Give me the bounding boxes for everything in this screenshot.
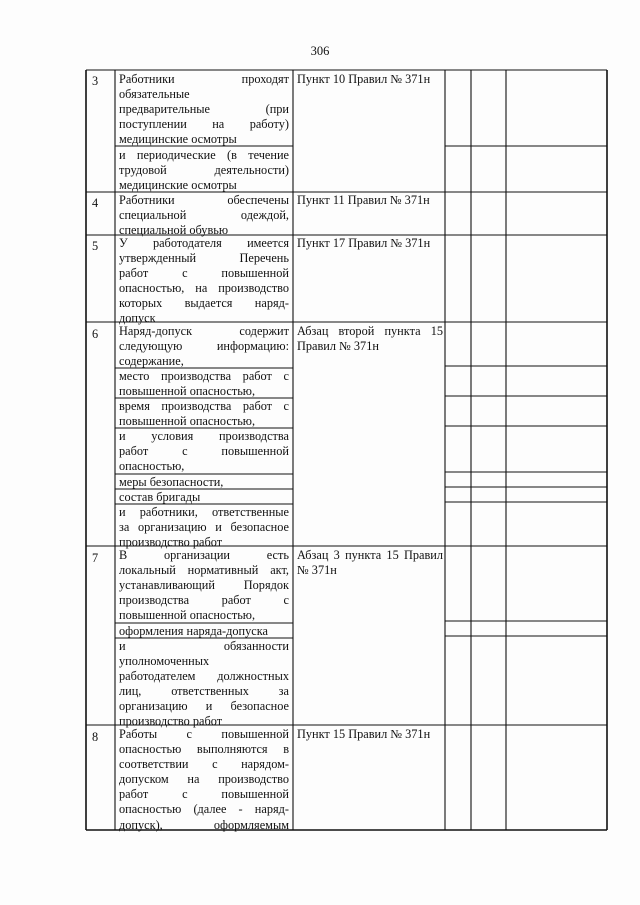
page-number: 306 xyxy=(310,44,330,58)
text-line: и работники, ответственные xyxy=(119,505,289,519)
text-line: допуском на производство xyxy=(119,772,289,787)
text-line: Абзац 3 пункта 15 Правил xyxy=(297,548,443,562)
row-number: 5 xyxy=(92,239,99,253)
text-line: медицинские осмотры xyxy=(119,178,237,193)
requirement-text xyxy=(119,324,289,369)
text-line: медицинские осмотры xyxy=(119,132,237,147)
text-line: опасностью выполняются в xyxy=(119,742,289,757)
text-line: следующую информацию: xyxy=(119,339,289,354)
legal-reference: Пункт 11 Правил № 371н xyxy=(297,193,430,207)
text-line: В организации есть xyxy=(119,548,289,562)
text-line: содержание, xyxy=(119,354,184,369)
text-line: место производства работ с xyxy=(119,369,289,383)
text-line: трудовой деятельности) xyxy=(119,163,289,178)
row-number: 7 xyxy=(92,551,99,565)
text-line: работ с повышенной xyxy=(119,444,289,459)
text-line: утвержденный Перечень xyxy=(119,251,289,266)
text-line: допуск), оформляемым xyxy=(119,817,289,832)
text-line: организацию и безопасное xyxy=(119,699,289,714)
text-line: Абзац второй пункта 15 xyxy=(297,324,443,338)
text-line: № 371н xyxy=(297,563,337,578)
text-line: Правил № 371н xyxy=(297,339,379,354)
text-line: устанавливающий Порядок xyxy=(119,578,289,593)
requirement-text xyxy=(119,72,289,147)
requirement-text xyxy=(119,399,289,429)
requirement-text xyxy=(119,429,289,474)
text-line: работодателем должностных xyxy=(119,669,289,684)
requirement-text xyxy=(119,624,289,639)
legal-reference xyxy=(297,548,443,578)
requirement-text xyxy=(119,727,289,833)
text-line: которых выдается наряд- xyxy=(119,296,289,311)
text-line: повышенной опасностью, xyxy=(119,608,256,623)
text-line: Работники обеспечены xyxy=(119,193,289,207)
text-line: опасностью, xyxy=(119,459,185,474)
text-line: уполномоченных xyxy=(119,654,210,669)
text-line: специальной обувью xyxy=(119,223,229,238)
text-line: локальный нормативный акт, xyxy=(119,563,289,578)
text-line: специальной одеждой, xyxy=(119,208,289,223)
text-line: Работы с повышенной xyxy=(119,727,289,741)
text-line: У работодателя имеется xyxy=(119,236,289,250)
text-line: и условия производства xyxy=(119,429,289,443)
text-line: соответствии с нарядом- xyxy=(119,757,289,772)
row-number: 4 xyxy=(92,196,99,210)
row-number: 6 xyxy=(92,327,99,341)
text-line: повышенной опасностью, xyxy=(119,414,256,429)
text-line: поступлении на работу) xyxy=(119,117,289,132)
requirement-text xyxy=(119,236,289,327)
requirement-text xyxy=(119,475,289,490)
text-line: лиц, ответственных за xyxy=(119,684,289,699)
requirement-text xyxy=(119,490,289,505)
text-line: и периодические (в течение xyxy=(119,148,289,162)
text-line: Работники проходят xyxy=(119,72,289,86)
text-line: опасностью, на производство xyxy=(119,281,289,296)
requirement-text xyxy=(119,369,289,399)
text-line: и обязанности xyxy=(119,639,289,653)
text-line: производство работ xyxy=(119,535,223,550)
text-line: производства работ с xyxy=(119,593,289,608)
text-line: опасностью (далее - наряд- xyxy=(119,802,289,817)
legal-reference xyxy=(297,324,443,354)
text-line: меры безопасности, xyxy=(119,475,224,489)
text-line: работ с повышенной xyxy=(119,266,289,281)
text-line: обязательные xyxy=(119,87,190,102)
row-number: 3 xyxy=(92,74,99,88)
text-line: за организацию и безопасное xyxy=(119,520,289,535)
text-line: работ с повышенной xyxy=(119,787,289,802)
text-line: состав бригады xyxy=(119,490,201,504)
legal-reference: Пункт 15 Правил № 371н xyxy=(297,727,431,741)
legal-reference: Пункт 17 Правил № 371н xyxy=(297,236,431,250)
requirement-text xyxy=(119,548,289,623)
text-line: допуск xyxy=(119,311,156,326)
requirement-text xyxy=(119,639,289,730)
text-line: оформления наряда-допуска xyxy=(119,624,268,638)
text-line: время производства работ с xyxy=(119,399,289,413)
row-number: 8 xyxy=(92,730,99,744)
text-line: производство работ xyxy=(119,714,223,729)
text-line: повышенной опасностью, xyxy=(119,384,256,399)
requirement-text xyxy=(119,193,289,238)
text-line: Наряд-допуск содержит xyxy=(119,324,289,338)
requirement-text xyxy=(119,148,289,193)
legal-reference: Пункт 10 Правил № 371н xyxy=(297,72,431,86)
text-line: предварительные (при xyxy=(119,102,289,117)
requirement-text xyxy=(119,505,289,550)
